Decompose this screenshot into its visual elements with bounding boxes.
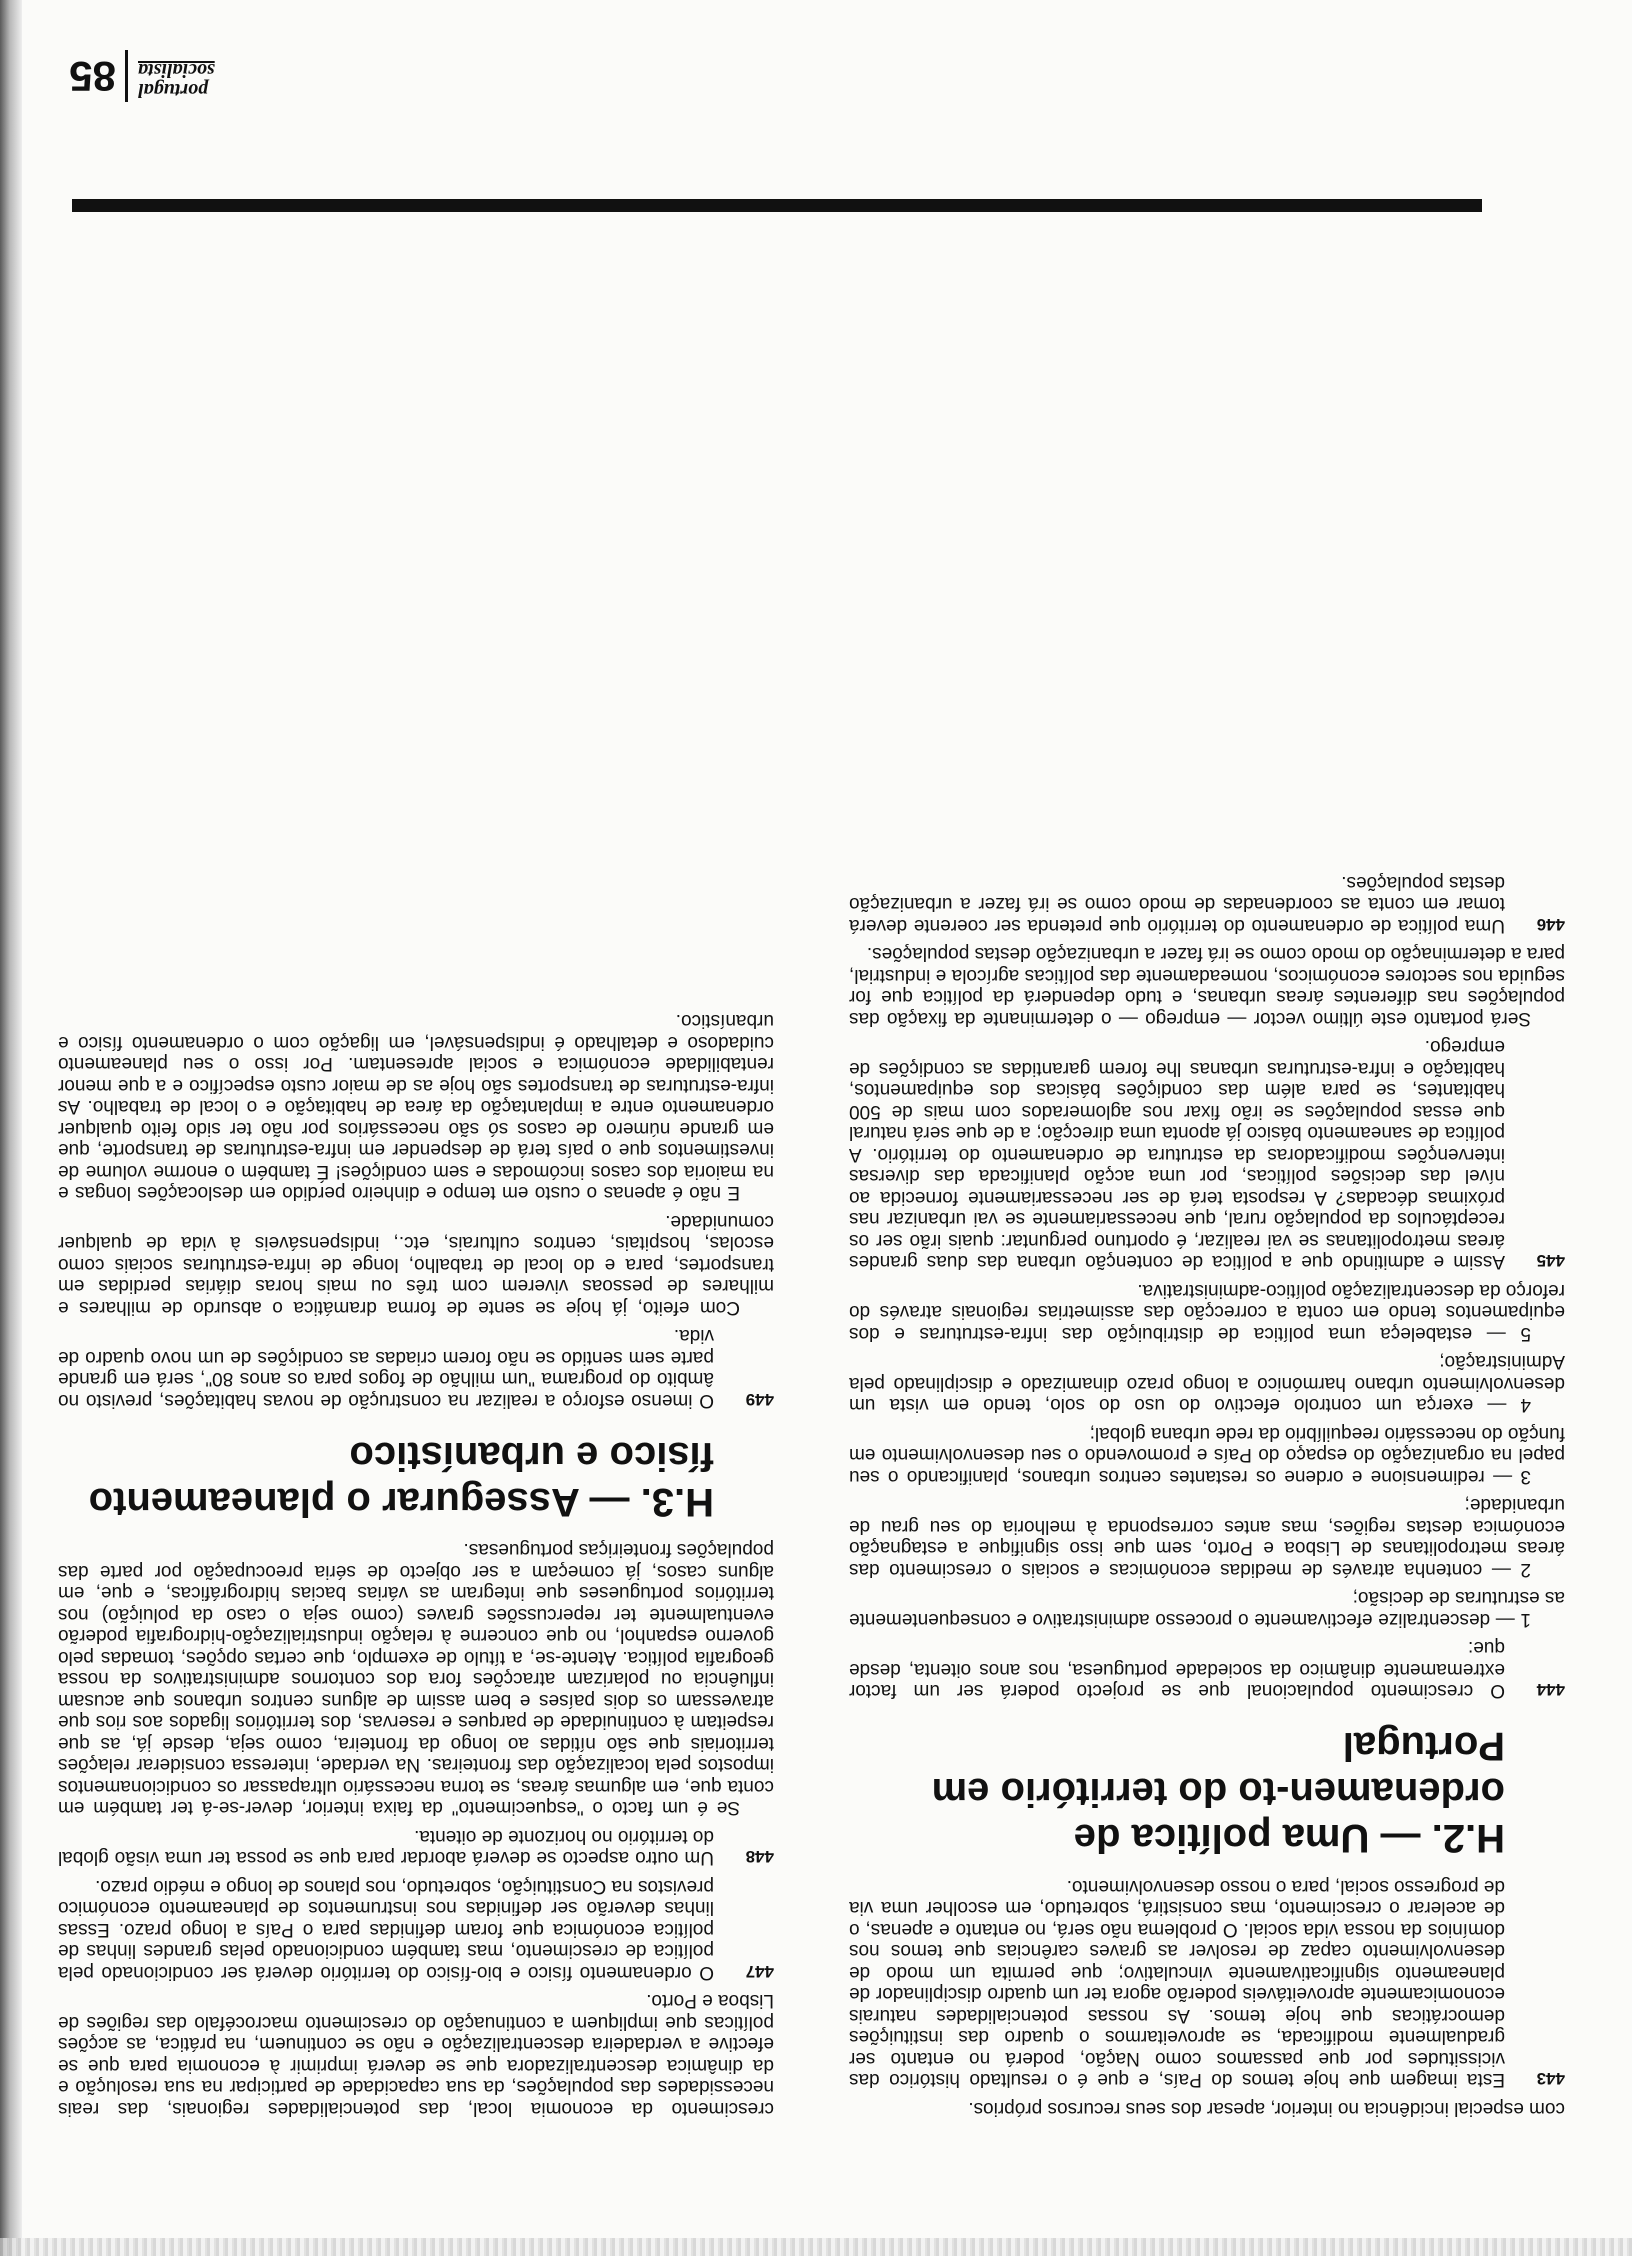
paragraph-445-b: Será portanto este último vector — emprego — o determinante da fixação das populações nas diferentes áreas urbanas, e tudo dependerá da política que for seguida nos sectores económicos, nomeadamente das políticas agrícola e industrial, para a determinação do modo como se irá fazer a urbanização destas populações.	[849, 943, 1565, 1029]
paragraph-text: O ordenamento físico e bio-físico do território deverá ser condicionado pela política de crescimento, mas também condicionado pelas grandes linhas de política económica que foram definidas para o País a longo prazo. Essas linhas deverão ser definidas nos instrumentos de planeamento económico previstos na Constituição, sobretudo, nos planos de longo e médio prazo.	[58, 1876, 714, 1983]
list-item-2: 2 — contenha através de medidas económicas e sociais o crescimento das áreas metropolitanas de Lisboa e Porto, sem que isso signifique a estagnação económica destas regiões, mas antes corresponda à melhoria do seu grau de urbanidade;	[849, 1494, 1565, 1580]
paragraph-449-b: E não é apenas o custo em tempo e dinheiro perdido em deslocações longas e na maioria dos casos incómodas e sem condições! É também o enorme volume de investimentos que o país terá de despender em infra-estruturas de transporte, que em grande número de casos só são necessários por não ter sido feito qualquer ordenamento entre a implantação da área de habitação e o local de trabalho. As infra-estruturas de transportes são hoje as de maior custo específico e a que menor rentabilidade económica e social apresentam. Por isso o seu planeamento cuidadoso e detalhado é indispensável, em ligação com o ordenamento físico e urbanístico.	[58, 1010, 774, 1204]
paragraph-number: 449	[745, 1390, 774, 1409]
horizontal-rule	[72, 199, 1482, 212]
paragraph-449	[58, 1325, 774, 1411]
paragraph-446	[849, 872, 1565, 937]
paragraph-text: Assim e admitindo que a política de contenção urbana das duas grandes áreas metropolitanas se vai realizar, é oportuno perguntar: quais irão ser os receptáculos da população rural, que necessariamente se vai urbanizar nas próximas décadas? A resposta terá de ser necessariamente fornecida ao nível das decisões políticas, por uma acção planificada das diversas intervenções modificadoras da estrutura de ordenamento do território. A política de saneamento básico já aponta uma direcção; a de que será natural que essas populações se irão fixar nos aglomerados com mais de 500 habitantes, se para além das condições básicas dos equipamentos, habitação e infra-estruturas urbanas lhe forem garantidas as condições de emprego.	[849, 1036, 1505, 1273]
section-heading-h3: H.3. — Assegurar o planeamento físico e urbanístico	[88, 1434, 714, 1524]
logo-line-2: socialista	[138, 59, 215, 81]
list-item-5: 5 — estabeleça uma política de distribuição das infra-estruturas e dos equipamentos tendo em conta a correcção das assimetrias regionais através do reforço da descentralização político-administrativa.	[849, 1280, 1565, 1344]
page-header	[42, 46, 242, 106]
paragraph-448	[58, 1826, 774, 1869]
paragraph-448-b: Se é um facto o "esquecimento" da faixa interior, dever-se-á ter também em conta que, em algumas áreas, se torna necessário ultrapassar os condicionamentos impostos pela localização das fronteiras. Na verdade, interessa considerar relações territoriais que são nítidas ao longo da fronteira, como seja, desde já, as que respeitam à continuidade de parques e reservas, dos territórios ligados aos rios que atravessam os dois países e bem assim de alguns centros urbanos que acusam influência ou polarizam atracções fora dos contornos administrativos da nossa geografia política. Atente-se, a título de exemplo, que certas opções, tomadas pelo governo espanhol, no que concerne à relação industrialização-hidrografia poderão eventualmente ter repercussões graves (como seja o caso da poluição) nos territórios portugueses que integram as várias bacias hidrográficas, e que, em alguns casos, já começam a ser objecto de séria preocupação por parte das populações fronteiriças portuguesas.	[58, 1539, 774, 1819]
paragraph-444	[849, 1637, 1565, 1702]
paragraph-text: Esta imagem que hoje temos do País, e que é o resultado histórico das vicissitudes por que passamos como Nação, poderá no entanto ser gradualmente modificada, se aproveitarmos o quadro das instituições democráticas que hoje temos. As nossas potencialidades naturais economicamente aproveitáveis poderão agora ter um quadro disciplinador de planeamento significativamente vinculativo; que permita um modo de desenvolvimento capaz de resolver as graves carências que temos nos domínios da nossa vida social. O problema não será, no entanto e apenas, o de acelerar o crescimento, mas consistirá, sobretudo, em escolher uma via de progresso social, para o nosso desenvolvimento.	[849, 1876, 1505, 2091]
paragraph-447	[58, 1876, 774, 1984]
paragraph-number: 443	[1536, 2069, 1565, 2089]
paragraph-text: Uma política de ordenamento do território que pretenda ser coerente deverá tomar em conta as coordenadas de modo como se irá fazer a urbanização destas populações.	[849, 872, 1505, 936]
logo-line-1: portugal	[138, 79, 209, 101]
paragraph-text: O crescimento populacional que se projecto poderá ser um factor extremamente dinâmico da sociedade portuguesa, nos anos oitenta, desde que:	[849, 1637, 1505, 1702]
paragraph-446-continuation: crescimento da economia local, das potencialidades regionais, das reais necessidades das populações, da sua capacidade de participar na sua resolução e da dinâmica descentralizadora que se deverá imprimir à economia para que se efective a verdadeira descentralização e não se continuem, na prática, as acções políticas que impliquem a continuação do crescimento macrocéfalo das regiões de Lisboa e Porto.	[58, 1990, 774, 2119]
paragraph-number: 444	[1536, 1680, 1565, 1700]
paragraph-442-continuation: com especial incidência no interior, apesar dos seus recursos próprios.	[968, 2098, 1565, 2119]
section-heading-h2: H.2. — Uma política de ordenamen-to do território em Portugal	[931, 1724, 1505, 1861]
paragraph-443	[849, 1876, 1565, 2091]
header-divider	[125, 50, 128, 102]
column-left	[849, 865, 1565, 2120]
paragraph-number: 446	[1536, 915, 1565, 934]
paragraph-text: O imenso esforço a realizar na construção de novas habitações, previsto no âmbito do programa "um milhão de fogos para os anos 80", será em grande parte sem sentido se não forem criadas as condições de um novo quadro de vida.	[58, 1325, 714, 1411]
page-number: 85	[69, 53, 116, 100]
paragraph-445	[849, 1036, 1565, 1273]
paragraph-number: 447	[745, 1962, 774, 1981]
column-right	[58, 1003, 774, 2119]
paragraph-number: 448	[745, 1847, 774, 1867]
publication-logo	[138, 52, 242, 100]
list-item-3: 3 — redimensione e ordene os restantes centros urbanos, planificando o seu papel na organização do espaço do País e promovendo o seu desenvolvimento em função do necessário reequilíbrio da rede urbana global;	[849, 1423, 1565, 1487]
paragraph-449-a: Com efeito, já hoje se sente de forma dramática o absurdo de milhares e milhares de pessoas viverem com três ou mais horas diárias perdidas em transportes, para e do local de trabalho, longe de infra-estruturas sociais como escolas, hospitais, centros culturais, etc., indispensáveis à vida de qualquer comunidade.	[58, 1211, 774, 1318]
list-item-1: 1 — descentralize efectivamente o processo administrativo e consequentemente as estruturas de decisão;	[849, 1587, 1565, 1630]
paragraph-number: 445	[1536, 1251, 1565, 1271]
paragraph-text: Um outro aspecto se deverá abordar para que se possa ter uma visão global do território no horizonte de oitenta.	[58, 1826, 714, 1869]
list-item-4: 4 — exerça um controlo efectivo do uso do solo, tendo em vista um desenvolvimento urbano harmónico a longo prazo dinamizado e disciplinado pela Administração;	[849, 1351, 1565, 1416]
